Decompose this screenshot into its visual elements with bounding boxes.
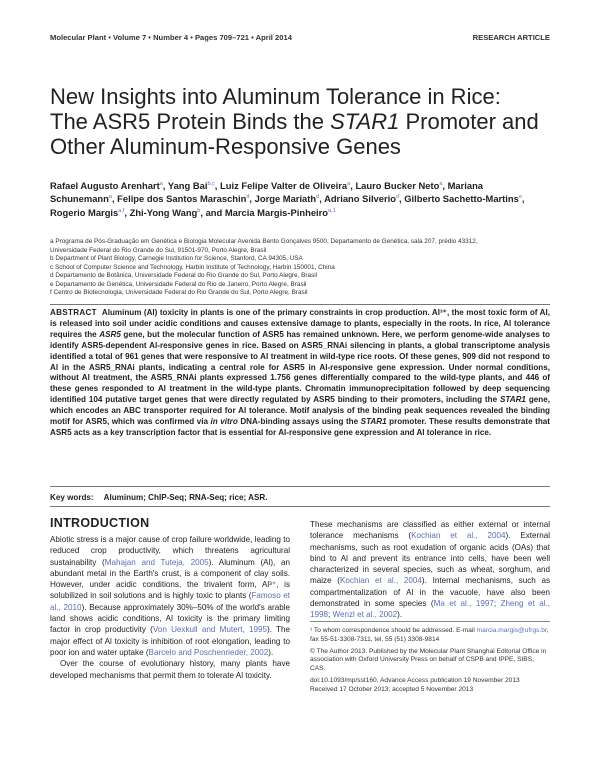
intro-paragraph-3: These mechanisms are classified as either external or internal tolerance mechanisms (Kochian et al., 2004). External mechanisms, such as root exudation of organic acids (OAs) that bind to Al and prevent its entrance into cells, have been well characterized in several species, such as wheat, sorghum, and maize (Kochian et al., 2004). Internal mechanisms, such as compartmentalization of Al in the vacuole, have also been demonstrated in some species (Ma et al., 1997; Zheng et al., 1998; Wenzl et al., 2002). xyxy=(310,520,551,620)
email-link[interactable]: marcia.margis@ufrgs.br xyxy=(476,627,547,634)
author: Zhi-Yong Wang$^b$ xyxy=(129,206,201,218)
author: Rafael Augusto Arenhart$^a$ xyxy=(50,180,163,191)
citation-link[interactable]: Barcelo and Poschenrieder, 2002 xyxy=(148,647,269,657)
author: Jorge Mariath$^d$ xyxy=(254,193,320,205)
article-title xyxy=(50,84,570,159)
footnotes xyxy=(310,627,550,698)
intro-paragraph-2: Over the course of evolutionary history, many plants have developed mechanisms that permit them to tolerate Al toxicity. xyxy=(50,659,290,680)
author: Rogerio Margis$^{a,f}$ xyxy=(50,206,125,218)
author: Felipe dos Santos Maraschin$^d$ xyxy=(117,193,250,205)
right-column xyxy=(310,519,550,621)
citation-link[interactable]: Wenzl et al., 2002 xyxy=(332,610,398,620)
doi-note: doi:10.1093/mp/sst160, Advance Access publication 19 November 2013 xyxy=(310,676,520,684)
author-list: Rafael Augusto Arenhart$^a$, Yang Bai$^{b,c}$, Luiz Felipe Valter de Oliveira$^a$, Lauro Bucker Neto$^a$, Mariana Schunemann$^a$, Felipe dos Santos Maraschin$^d$, Jorge Mariath$^d$, Adriano Silverio$^d$, Gilberto Sachetto-Martins$^e$, Rogerio Margis$^{a,f}$, Zhi-Yong Wang$^b$, and Marcia Margis-Pinheiro$^{a,1}$ xyxy=(50,180,525,218)
affiliation: a Programa de Pós-Graduação em Genética e Biologia Molecular Avenida Bento Gonçalves 9500, Departamento de Genética, sala 207, prédio 43312, xyxy=(50,238,478,245)
abstract: ABSTRACT Aluminum (Al) toxicity in plants is one of the primary constraints in crop production. Al³⁺, the most toxic form of Al, is released into soil under acidic conditions and causes extensive damage to plants, especially in the roots. In rice, Al tolerance requires the ASR5 gene, but the molecular function of ASR5 has remained unknown. Here, we perform genome-wide analyses to identify ASR5-dependent Al-responsive genes in rice. Based on ASR5_RNAi silencing in plants, a global transcriptome analysis identified a total of 961 genes that were responsive to Al treatment in wild-type rice roots. Of these genes, 909 did not respond to Al in the ASR5_RNAi plants, indicating a central role for ASR5 in Al-responsive gene expression. Under normal conditions, without Al treatment, the ASR5_RNAi plants expressed 1.756 genes differentially compared to the wild-type plants, and 446 of these genes responded to Al treatment in the wild-type plants. Chromatin immunoprecipitation followed by deep sequencing identified 104 putative target genes that were directly regulated by ASR5 binding to their promoters, including the STAR1 gene, which encodes an ABC transporter required for Al tolerance. Motif analysis of the binding peak sequences revealed the binding motif for ASR5, which was confirmed via in vitro DNA-binding assays using the STAR1 promoter. These results demonstrate that ASR5 acts as a key transcription factor that is essential for Al-responsive gene expression and Al tolerance in rice. xyxy=(50,308,550,437)
author: Yang Bai$^{b,c}$ xyxy=(167,180,215,191)
author: Mariana Schunemann$^a$ xyxy=(50,180,484,205)
citation-link[interactable]: Kochian et al., 2004 xyxy=(340,576,422,586)
abstract-top-rule xyxy=(50,304,550,305)
affiliation: c School of Computer Science and Technology, Harbin Institute of Technology, Harbin 150001, China xyxy=(50,263,335,271)
affiliation: f Centro de Biotecnologia, Universidade Federal do Rio Grande do Sul, Porto Alegre, Brasil xyxy=(50,289,308,296)
keywords xyxy=(50,493,550,502)
footnote-rule xyxy=(310,621,550,622)
author: Gilberto Sachetto-Martins$^e$ xyxy=(404,193,522,205)
intro-paragraph-1: Abiotic stress is a major cause of crop failure worldwide, leading to reduced crop productivity, which threatens agricultural sustainability (Mahajan and Tuteja, 2005). Aluminum (Al), an abundant metal in the Earth's crust, is a component of clay soils. However, under acidic conditions, the trivalent form, Al³⁺, is solubilized in soil solutions and is highly toxic to plants (Famoso et al., 2010). Because approximately 30%–50% of the world's arable land shows acidic conditions, Al toxicity is the primary limiting factor in crop productivity (Von Uexkull and Mutert, 1995). The major effect of Al toxicity is inhibition of root elongation, leading to poor ion and water uptake (Barcelo and Poschenrieder, 2002). xyxy=(50,535,290,657)
title-line-1: New Insights into Aluminum Tolerance in Rice: xyxy=(50,84,501,109)
affiliations xyxy=(50,238,550,298)
citation-link[interactable]: Zheng et al., 1998 xyxy=(310,599,551,620)
citation-link[interactable]: Famoso et al., 2010 xyxy=(50,591,290,612)
affiliation: Universidade Federal do Rio Grande do Sul, 91501-970, Porto Alegre, Brasil xyxy=(50,246,267,254)
author: Marcia Margis-Pinheiro$^{a,1}$ xyxy=(224,206,336,218)
affiliation: d Departamento de Botânica, Universidade Federal do Rio Grande do Sul, Porto Alegre, Brasil xyxy=(50,272,318,279)
author: Lauro Bucker Neto$^a$ xyxy=(355,180,443,191)
citation-link[interactable]: Ma et al., 1997 xyxy=(433,599,494,609)
title-line-3: Other Aluminum-Responsive Genes xyxy=(50,134,401,159)
keywords-text: Aluminum; ChIP-Seq; RNA-Seq; rice; ASR. xyxy=(103,493,268,502)
abstract-label: ABSTRACT xyxy=(50,308,97,317)
affiliation: b Department of Plant Biology, Carnegie Institution for Science, Stanford, CA 94305, USA xyxy=(50,255,303,262)
title-line-2: The ASR5 Protein Binds the STAR1 Promoter and xyxy=(50,109,539,134)
author: Adriano Silverio$^d$ xyxy=(324,193,400,205)
correspondence-note: ¹ To whom correspondence should be addressed. E-mail marcia.margis@ufrgs.br, fax 55-51-3308-7311, tel. 55 (51) 3308-9814 xyxy=(310,627,549,643)
keywords-label: Key words: xyxy=(50,493,94,502)
citation-link[interactable]: Mahajan and Tuteja, 2005 xyxy=(104,557,209,567)
received-note: Received 17 October 2013; accepted 5 November 2013 xyxy=(310,685,474,693)
author: Luiz Felipe Valter de Oliveira$^a$ xyxy=(220,180,351,191)
article-type-label: RESEARCH ARTICLE xyxy=(472,33,550,42)
keywords-top-rule xyxy=(50,486,550,487)
citation-link[interactable]: Kochian et al., 2004 xyxy=(411,531,506,541)
introduction-heading: INTRODUCTION xyxy=(50,516,150,530)
journal-header: Molecular Plant • Volume 7 • Number 4 • Pages 709–721 • April 2014 xyxy=(50,33,292,42)
citation-link[interactable]: Von Uexkull and Mutert, 1995 xyxy=(152,625,268,635)
left-column xyxy=(50,534,290,681)
affiliation: e Departamento de Genética, Universidade Federal do Rio de Janeiro, Porto Alegre, Brasil xyxy=(50,280,307,288)
keywords-bottom-rule xyxy=(50,506,550,507)
copyright-note: © The Author 2013. Published by the Molecular Plant Shanghai Editorial Office in association with Oxford University Press on behalf of CSPB and IPPE, SIBS, CAS. xyxy=(310,647,547,672)
